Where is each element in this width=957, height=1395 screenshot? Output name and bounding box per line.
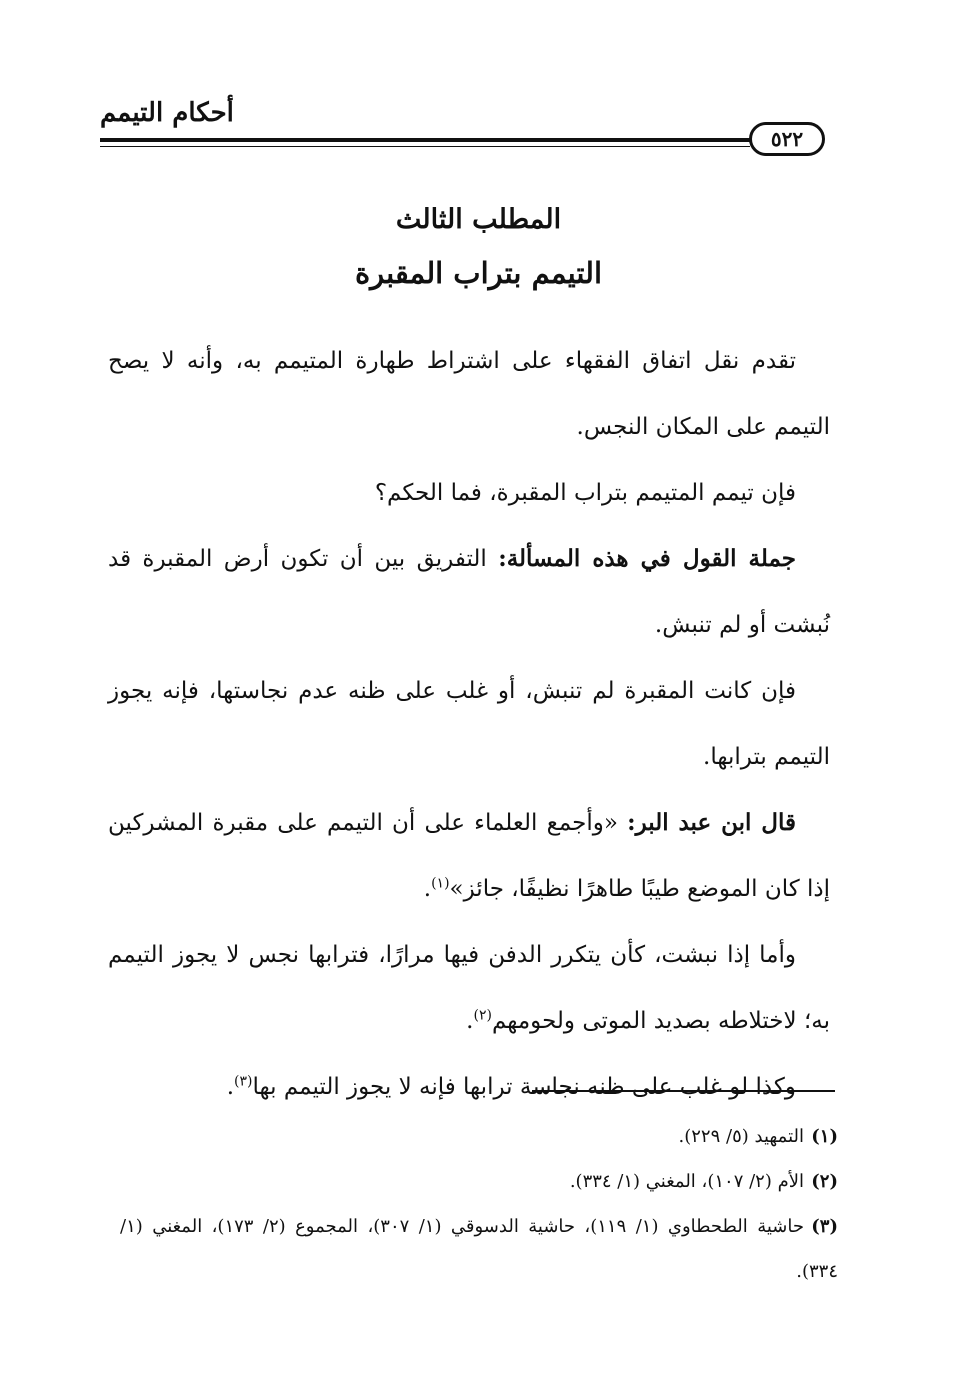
page-number: ٥٢٢ (770, 127, 804, 151)
paragraph-7 (108, 1054, 830, 1120)
body-text (108, 328, 830, 1120)
paragraph-7-text: وكذا لو غلب على ظنه نجاسة ترابها فإنه لا يجوز التيمم بها (252, 1074, 796, 1100)
page-number-frame (749, 122, 825, 156)
paragraph-7-end: . (226, 1074, 235, 1100)
footnote-mark-2: (٢) (473, 1007, 492, 1024)
footnote-number: (٢) (811, 1171, 838, 1192)
paragraph-1: تقدم نقل اتفاق الفقهاء على اشتراط طهارة المتيمم به، وأنه لا يصح التيمم على المكان النجس. (108, 348, 830, 440)
header-rule-thin (100, 146, 750, 147)
running-header (100, 90, 825, 160)
footnote-mark-3: (٣) (234, 1073, 253, 1090)
section-heading: المطلب الثالث (395, 204, 562, 235)
paragraph-5-lead: قال ابن عبد البر: (627, 809, 796, 836)
paragraph-3-lead: جملة القول في هذه المسألة: (498, 545, 797, 572)
topic-heading: التيمم بتراب المقبرة (354, 256, 603, 290)
footnote-text: الأم (٢/ ١٠٧)، المغني (١/ ٣٣٤). (569, 1171, 804, 1192)
paragraph-5-text: «وأجمع العلماء على أن التيمم على مقبرة المشركين إذا كان الموضع طيبًا طاهرًا نظيفًا، جائز» (108, 810, 830, 902)
footnote-text: حاشية الطحطاوي (١/ ١١٩)، حاشية الدسوقي (١/ ٣٠٧)، المجموع (٢/ ١٧٣)، المغني (١/ ٣٣٤). (120, 1216, 838, 1282)
footnote-mark-1: (١) (431, 875, 450, 892)
paragraph-5 (108, 790, 830, 922)
footnote-3 (120, 1204, 838, 1294)
footnote-number: (١) (811, 1126, 838, 1147)
footnote-number: (٣) (811, 1216, 838, 1237)
footnote-2 (120, 1159, 838, 1204)
chapter-title: أحكام التيمم (100, 98, 234, 128)
paragraph-5-end: . (423, 876, 432, 902)
paragraph-3-text: التفريق بين أن تكون أرض المقبرة قد نُبشت أو لم تنبش. (108, 546, 830, 638)
paragraph-6 (108, 922, 830, 1054)
footnote-1 (120, 1114, 838, 1159)
paragraph-6-end: . (466, 1008, 474, 1034)
footnotes (120, 1114, 838, 1294)
paragraph-4: فإن كانت المقبرة لم تنبش، أو غلب على ظنه عدم نجاستها، فإنه يجوز التيمم بترابها. (108, 678, 830, 770)
paragraph-2: فإن تيمم المتيمم بتراب المقبرة، فما الحكم؟ (374, 480, 796, 506)
paragraph-3 (108, 526, 830, 658)
footnote-text: التمهيد (٥/ ٢٢٩). (678, 1126, 804, 1147)
footnote-rule (532, 1090, 835, 1092)
paragraph-6-text: وأما إذا نبشت، كأن يتكرر الدفن فيها مرارًا، فترابها نجس لا يجوز التيمم به؛ لاختلاطه بصديد الموتى ولحومهم (108, 942, 830, 1034)
header-rule (100, 138, 750, 142)
